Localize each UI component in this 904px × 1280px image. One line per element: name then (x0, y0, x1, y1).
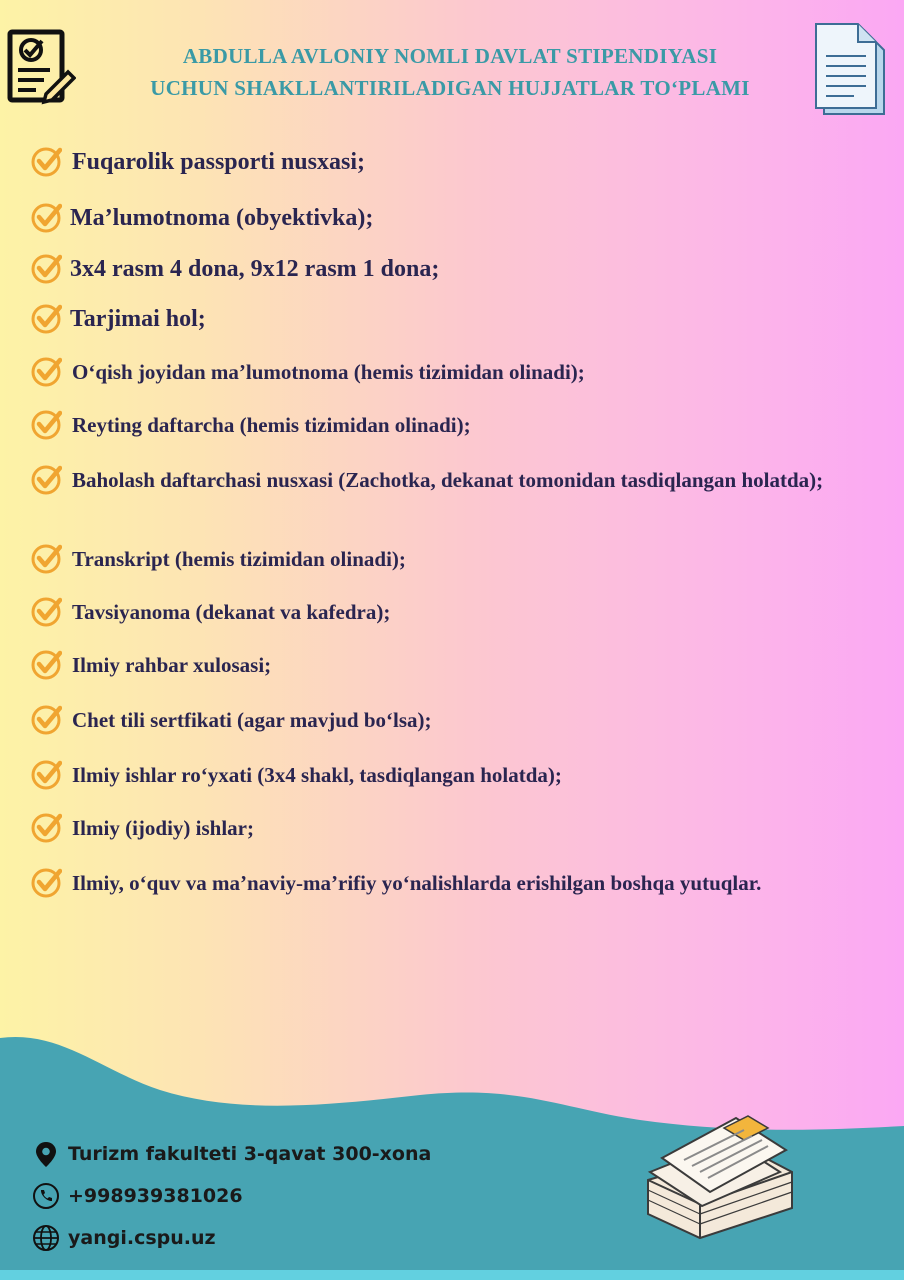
phone-icon (32, 1182, 60, 1210)
paper-stack-icon (640, 1110, 800, 1245)
check-circle-icon (30, 202, 62, 234)
check-circle-icon (30, 704, 62, 736)
check-circle-icon (30, 649, 62, 681)
document-icon (810, 20, 894, 122)
check-circle-icon (30, 303, 62, 335)
check-circle-icon (30, 356, 62, 388)
title-line-2: UCHUN SHAKLLANTIRILADIGAN HUJJATLAR TO‘PLAMI (150, 76, 750, 100)
checklist-icon (6, 28, 76, 106)
bottom-strip (0, 1270, 904, 1280)
check-circle-icon (30, 409, 62, 441)
check-circle-icon (30, 867, 62, 899)
check-circle-icon (30, 596, 62, 628)
check-circle-icon (30, 253, 62, 285)
check-circle-icon (30, 146, 62, 178)
check-circle-icon (30, 812, 62, 844)
page-title (90, 40, 810, 104)
globe-icon (32, 1224, 60, 1252)
check-circle-icon (30, 759, 62, 791)
title-line-1: ABDULLA AVLONIY NOMLI DAVLAT STIPENDIYASI (182, 44, 718, 68)
location-pin-icon (32, 1140, 60, 1168)
check-circle-icon (30, 464, 62, 496)
check-circle-icon (30, 543, 62, 575)
